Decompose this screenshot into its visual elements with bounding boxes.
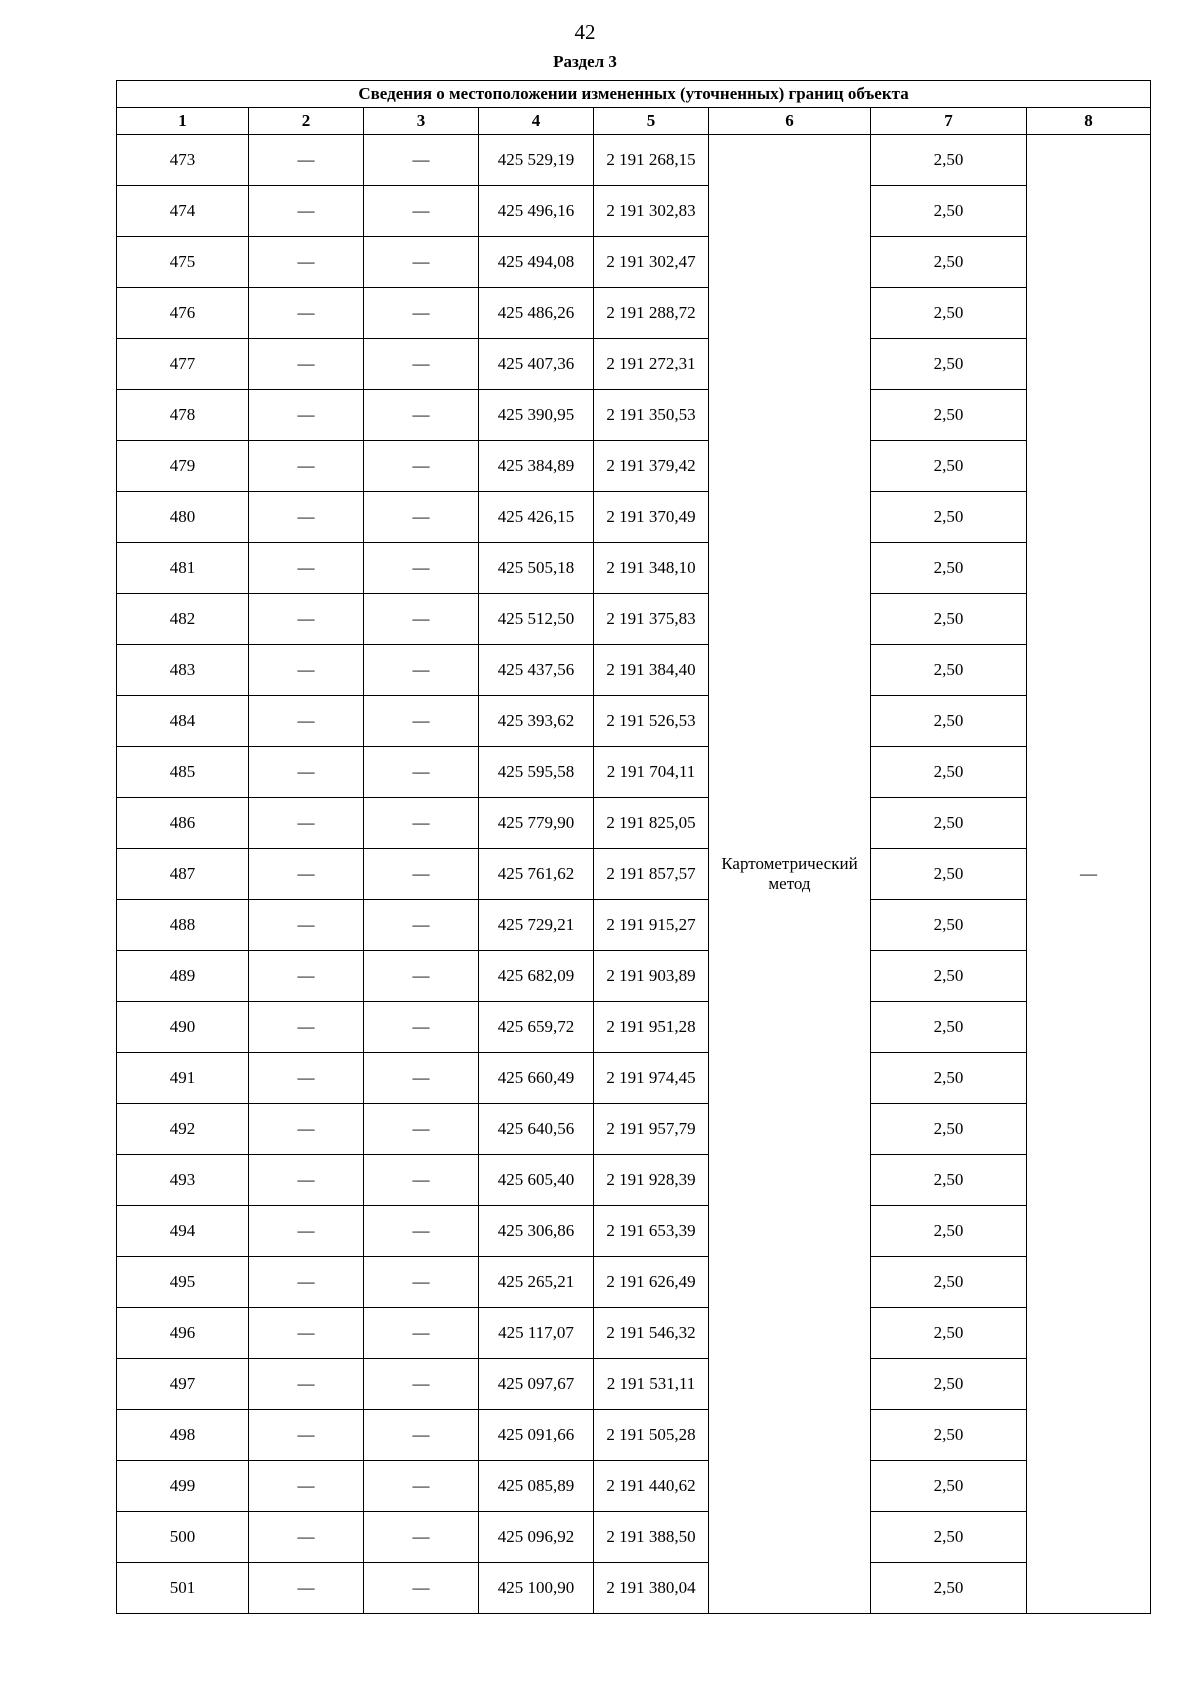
coordinate-x-cell: 425 486,26	[479, 288, 594, 339]
coordinate-y-cell: 2 191 272,31	[594, 339, 709, 390]
col2-cell: —	[249, 1512, 364, 1563]
col3-cell: —	[364, 951, 479, 1002]
col2-cell: —	[249, 594, 364, 645]
point-number-cell: 489	[117, 951, 249, 1002]
col2-cell: —	[249, 441, 364, 492]
point-number-cell: 474	[117, 186, 249, 237]
coordinate-y-cell: 2 191 915,27	[594, 900, 709, 951]
coordinate-x-cell: 425 096,92	[479, 1512, 594, 1563]
col3-cell: —	[364, 747, 479, 798]
page-number: 42	[574, 20, 596, 44]
coordinate-y-cell: 2 191 825,05	[594, 798, 709, 849]
column-header-2: 2	[249, 108, 364, 135]
col2-cell: —	[249, 1410, 364, 1461]
col3-cell: —	[364, 1053, 479, 1104]
point-number-cell: 491	[117, 1053, 249, 1104]
point-number-cell: 485	[117, 747, 249, 798]
accuracy-cell: 2,50	[871, 747, 1027, 798]
coordinate-x-cell: 425 437,56	[479, 645, 594, 696]
point-number-cell: 501	[117, 1563, 249, 1614]
col2-cell: —	[249, 645, 364, 696]
col2-cell: —	[249, 1104, 364, 1155]
table-row	[117, 339, 1151, 390]
accuracy-cell: 2,50	[871, 1257, 1027, 1308]
point-number-cell: 496	[117, 1308, 249, 1359]
col3-cell: —	[364, 645, 479, 696]
coordinate-y-cell: 2 191 268,15	[594, 135, 709, 186]
table-row	[117, 1257, 1151, 1308]
coordinate-x-cell: 425 117,07	[479, 1308, 594, 1359]
table-row	[117, 798, 1151, 849]
point-number-cell: 478	[117, 390, 249, 441]
coordinate-y-cell: 2 191 526,53	[594, 696, 709, 747]
coordinate-x-cell: 425 682,09	[479, 951, 594, 1002]
table-row	[117, 951, 1151, 1002]
column-header-7: 7	[871, 108, 1027, 135]
point-number-cell: 480	[117, 492, 249, 543]
table-row	[117, 135, 1151, 186]
coordinate-y-cell: 2 191 379,42	[594, 441, 709, 492]
boundary-coordinates-table	[116, 80, 1151, 1614]
table-row	[117, 1206, 1151, 1257]
col2-cell: —	[249, 237, 364, 288]
col2-cell: —	[249, 1359, 364, 1410]
coordinate-x-cell: 425 640,56	[479, 1104, 594, 1155]
accuracy-cell: 2,50	[871, 288, 1027, 339]
coordinate-x-cell: 425 100,90	[479, 1563, 594, 1614]
table-row	[117, 543, 1151, 594]
point-number-cell: 481	[117, 543, 249, 594]
point-number-cell: 490	[117, 1002, 249, 1053]
point-number-cell: 479	[117, 441, 249, 492]
col3-cell: —	[364, 1359, 479, 1410]
col3-cell: —	[364, 1512, 479, 1563]
accuracy-cell: 2,50	[871, 441, 1027, 492]
coordinate-x-cell: 425 512,50	[479, 594, 594, 645]
coordinate-x-cell: 425 306,86	[479, 1206, 594, 1257]
coordinate-y-cell: 2 191 350,53	[594, 390, 709, 441]
column-header-5: 5	[594, 108, 709, 135]
coordinate-y-cell: 2 191 903,89	[594, 951, 709, 1002]
point-number-cell: 497	[117, 1359, 249, 1410]
point-number-cell: 495	[117, 1257, 249, 1308]
col2-cell: —	[249, 1155, 364, 1206]
table-row	[117, 288, 1151, 339]
accuracy-cell: 2,50	[871, 1002, 1027, 1053]
coordinate-y-cell: 2 191 531,11	[594, 1359, 709, 1410]
table-row	[117, 390, 1151, 441]
coordinate-y-cell: 2 191 505,28	[594, 1410, 709, 1461]
col3-cell: —	[364, 1206, 479, 1257]
coordinate-x-cell: 425 390,95	[479, 390, 594, 441]
accuracy-cell: 2,50	[871, 1512, 1027, 1563]
accuracy-cell: 2,50	[871, 1206, 1027, 1257]
point-number-cell: 488	[117, 900, 249, 951]
point-number-cell: 494	[117, 1206, 249, 1257]
table-row	[117, 1461, 1151, 1512]
accuracy-cell: 2,50	[871, 237, 1027, 288]
accuracy-cell: 2,50	[871, 1308, 1027, 1359]
coordinate-y-cell: 2 191 388,50	[594, 1512, 709, 1563]
point-number-cell: 483	[117, 645, 249, 696]
coordinate-y-cell: 2 191 857,57	[594, 849, 709, 900]
col3-cell: —	[364, 339, 479, 390]
col2-cell: —	[249, 747, 364, 798]
table-row	[117, 1410, 1151, 1461]
column-header-4: 4	[479, 108, 594, 135]
col3-cell: —	[364, 696, 479, 747]
col3-cell: —	[364, 1104, 479, 1155]
coordinate-x-cell: 425 407,36	[479, 339, 594, 390]
column-header-3: 3	[364, 108, 479, 135]
table-row	[117, 747, 1151, 798]
method-cell: Картометрический метод	[709, 135, 871, 1614]
accuracy-cell: 2,50	[871, 1053, 1027, 1104]
coordinate-x-cell: 425 595,58	[479, 747, 594, 798]
col3-cell: —	[364, 237, 479, 288]
coordinate-y-cell: 2 191 974,45	[594, 1053, 709, 1104]
table-row	[117, 492, 1151, 543]
col2-cell: —	[249, 1461, 364, 1512]
accuracy-cell: 2,50	[871, 849, 1027, 900]
column-header-row	[117, 108, 1151, 135]
table-row	[117, 1359, 1151, 1410]
point-number-cell: 487	[117, 849, 249, 900]
coordinate-x-cell: 425 529,19	[479, 135, 594, 186]
col2-cell: —	[249, 798, 364, 849]
col3-cell: —	[364, 288, 479, 339]
table-row	[117, 1563, 1151, 1614]
accuracy-cell: 2,50	[871, 594, 1027, 645]
col2-cell: —	[249, 1308, 364, 1359]
coordinate-y-cell: 2 191 546,32	[594, 1308, 709, 1359]
col2-cell: —	[249, 1257, 364, 1308]
coordinate-x-cell: 425 660,49	[479, 1053, 594, 1104]
section-title: Раздел 3	[553, 52, 617, 71]
coordinate-y-cell: 2 191 302,47	[594, 237, 709, 288]
col2-cell: —	[249, 135, 364, 186]
col3-cell: —	[364, 135, 479, 186]
coordinate-x-cell: 425 494,08	[479, 237, 594, 288]
col3-cell: —	[364, 900, 479, 951]
coordinate-x-cell: 425 496,16	[479, 186, 594, 237]
accuracy-cell: 2,50	[871, 900, 1027, 951]
coordinate-y-cell: 2 191 370,49	[594, 492, 709, 543]
col2-cell: —	[249, 339, 364, 390]
col3-cell: —	[364, 1308, 479, 1359]
table-title: Сведения о местоположении измененных (уточненных) границ объекта	[117, 81, 1151, 108]
col3-cell: —	[364, 1002, 479, 1053]
table-row	[117, 645, 1151, 696]
column-header-8: 8	[1027, 108, 1151, 135]
coordinate-y-cell: 2 191 951,28	[594, 1002, 709, 1053]
accuracy-cell: 2,50	[871, 696, 1027, 747]
coordinate-y-cell: 2 191 653,39	[594, 1206, 709, 1257]
table-row	[117, 441, 1151, 492]
col8-cell: —	[1027, 135, 1151, 1614]
accuracy-cell: 2,50	[871, 1563, 1027, 1614]
table-row	[117, 696, 1151, 747]
col3-cell: —	[364, 1461, 479, 1512]
col3-cell: —	[364, 798, 479, 849]
coordinate-y-cell: 2 191 626,49	[594, 1257, 709, 1308]
point-number-cell: 482	[117, 594, 249, 645]
coordinate-x-cell: 425 779,90	[479, 798, 594, 849]
col2-cell: —	[249, 900, 364, 951]
point-number-cell: 477	[117, 339, 249, 390]
col3-cell: —	[364, 186, 479, 237]
col3-cell: —	[364, 594, 479, 645]
col2-cell: —	[249, 1206, 364, 1257]
table-row	[117, 594, 1151, 645]
accuracy-cell: 2,50	[871, 492, 1027, 543]
col3-cell: —	[364, 390, 479, 441]
accuracy-cell: 2,50	[871, 645, 1027, 696]
col2-cell: —	[249, 543, 364, 594]
accuracy-cell: 2,50	[871, 339, 1027, 390]
accuracy-cell: 2,50	[871, 1104, 1027, 1155]
accuracy-cell: 2,50	[871, 1410, 1027, 1461]
column-header-1: 1	[117, 108, 249, 135]
table-row	[117, 1512, 1151, 1563]
col2-cell: —	[249, 1053, 364, 1104]
col2-cell: —	[249, 849, 364, 900]
col3-cell: —	[364, 441, 479, 492]
coordinate-x-cell: 425 605,40	[479, 1155, 594, 1206]
col3-cell: —	[364, 1257, 479, 1308]
table-row	[117, 1308, 1151, 1359]
col3-cell: —	[364, 543, 479, 594]
coordinate-x-cell: 425 659,72	[479, 1002, 594, 1053]
accuracy-cell: 2,50	[871, 1461, 1027, 1512]
point-number-cell: 486	[117, 798, 249, 849]
col2-cell: —	[249, 390, 364, 441]
col3-cell: —	[364, 1563, 479, 1614]
accuracy-cell: 2,50	[871, 1155, 1027, 1206]
col2-cell: —	[249, 492, 364, 543]
coordinate-y-cell: 2 191 704,11	[594, 747, 709, 798]
table-row	[117, 849, 1151, 900]
col2-cell: —	[249, 1002, 364, 1053]
coordinate-y-cell: 2 191 384,40	[594, 645, 709, 696]
col3-cell: —	[364, 849, 479, 900]
coordinate-y-cell: 2 191 348,10	[594, 543, 709, 594]
coordinate-x-cell: 425 085,89	[479, 1461, 594, 1512]
table-row	[117, 1053, 1151, 1104]
col3-cell: —	[364, 1410, 479, 1461]
table-row	[117, 1155, 1151, 1206]
table-row	[117, 186, 1151, 237]
coordinate-x-cell: 425 761,62	[479, 849, 594, 900]
coordinate-y-cell: 2 191 302,83	[594, 186, 709, 237]
coordinate-y-cell: 2 191 440,62	[594, 1461, 709, 1512]
col2-cell: —	[249, 951, 364, 1002]
accuracy-cell: 2,50	[871, 543, 1027, 594]
coordinate-x-cell: 425 091,66	[479, 1410, 594, 1461]
coordinate-x-cell: 425 097,67	[479, 1359, 594, 1410]
coordinate-y-cell: 2 191 288,72	[594, 288, 709, 339]
point-number-cell: 484	[117, 696, 249, 747]
column-header-6: 6	[709, 108, 871, 135]
accuracy-cell: 2,50	[871, 798, 1027, 849]
point-number-cell: 473	[117, 135, 249, 186]
coordinate-y-cell: 2 191 380,04	[594, 1563, 709, 1614]
col2-cell: —	[249, 696, 364, 747]
accuracy-cell: 2,50	[871, 1359, 1027, 1410]
point-number-cell: 498	[117, 1410, 249, 1461]
point-number-cell: 492	[117, 1104, 249, 1155]
col3-cell: —	[364, 492, 479, 543]
point-number-cell: 476	[117, 288, 249, 339]
point-number-cell: 475	[117, 237, 249, 288]
accuracy-cell: 2,50	[871, 951, 1027, 1002]
table-row	[117, 237, 1151, 288]
coordinate-x-cell: 425 265,21	[479, 1257, 594, 1308]
point-number-cell: 499	[117, 1461, 249, 1512]
point-number-cell: 500	[117, 1512, 249, 1563]
table-row	[117, 1104, 1151, 1155]
accuracy-cell: 2,50	[871, 135, 1027, 186]
coordinate-x-cell: 425 384,89	[479, 441, 594, 492]
coordinate-y-cell: 2 191 375,83	[594, 594, 709, 645]
coordinate-x-cell: 425 426,15	[479, 492, 594, 543]
accuracy-cell: 2,50	[871, 186, 1027, 237]
coordinate-y-cell: 2 191 928,39	[594, 1155, 709, 1206]
coordinate-x-cell: 425 729,21	[479, 900, 594, 951]
coordinate-y-cell: 2 191 957,79	[594, 1104, 709, 1155]
coordinate-x-cell: 425 505,18	[479, 543, 594, 594]
point-number-cell: 493	[117, 1155, 249, 1206]
coordinate-x-cell: 425 393,62	[479, 696, 594, 747]
table-row	[117, 900, 1151, 951]
col2-cell: —	[249, 186, 364, 237]
accuracy-cell: 2,50	[871, 390, 1027, 441]
table-row	[117, 1002, 1151, 1053]
col2-cell: —	[249, 1563, 364, 1614]
col2-cell: —	[249, 288, 364, 339]
col3-cell: —	[364, 1155, 479, 1206]
